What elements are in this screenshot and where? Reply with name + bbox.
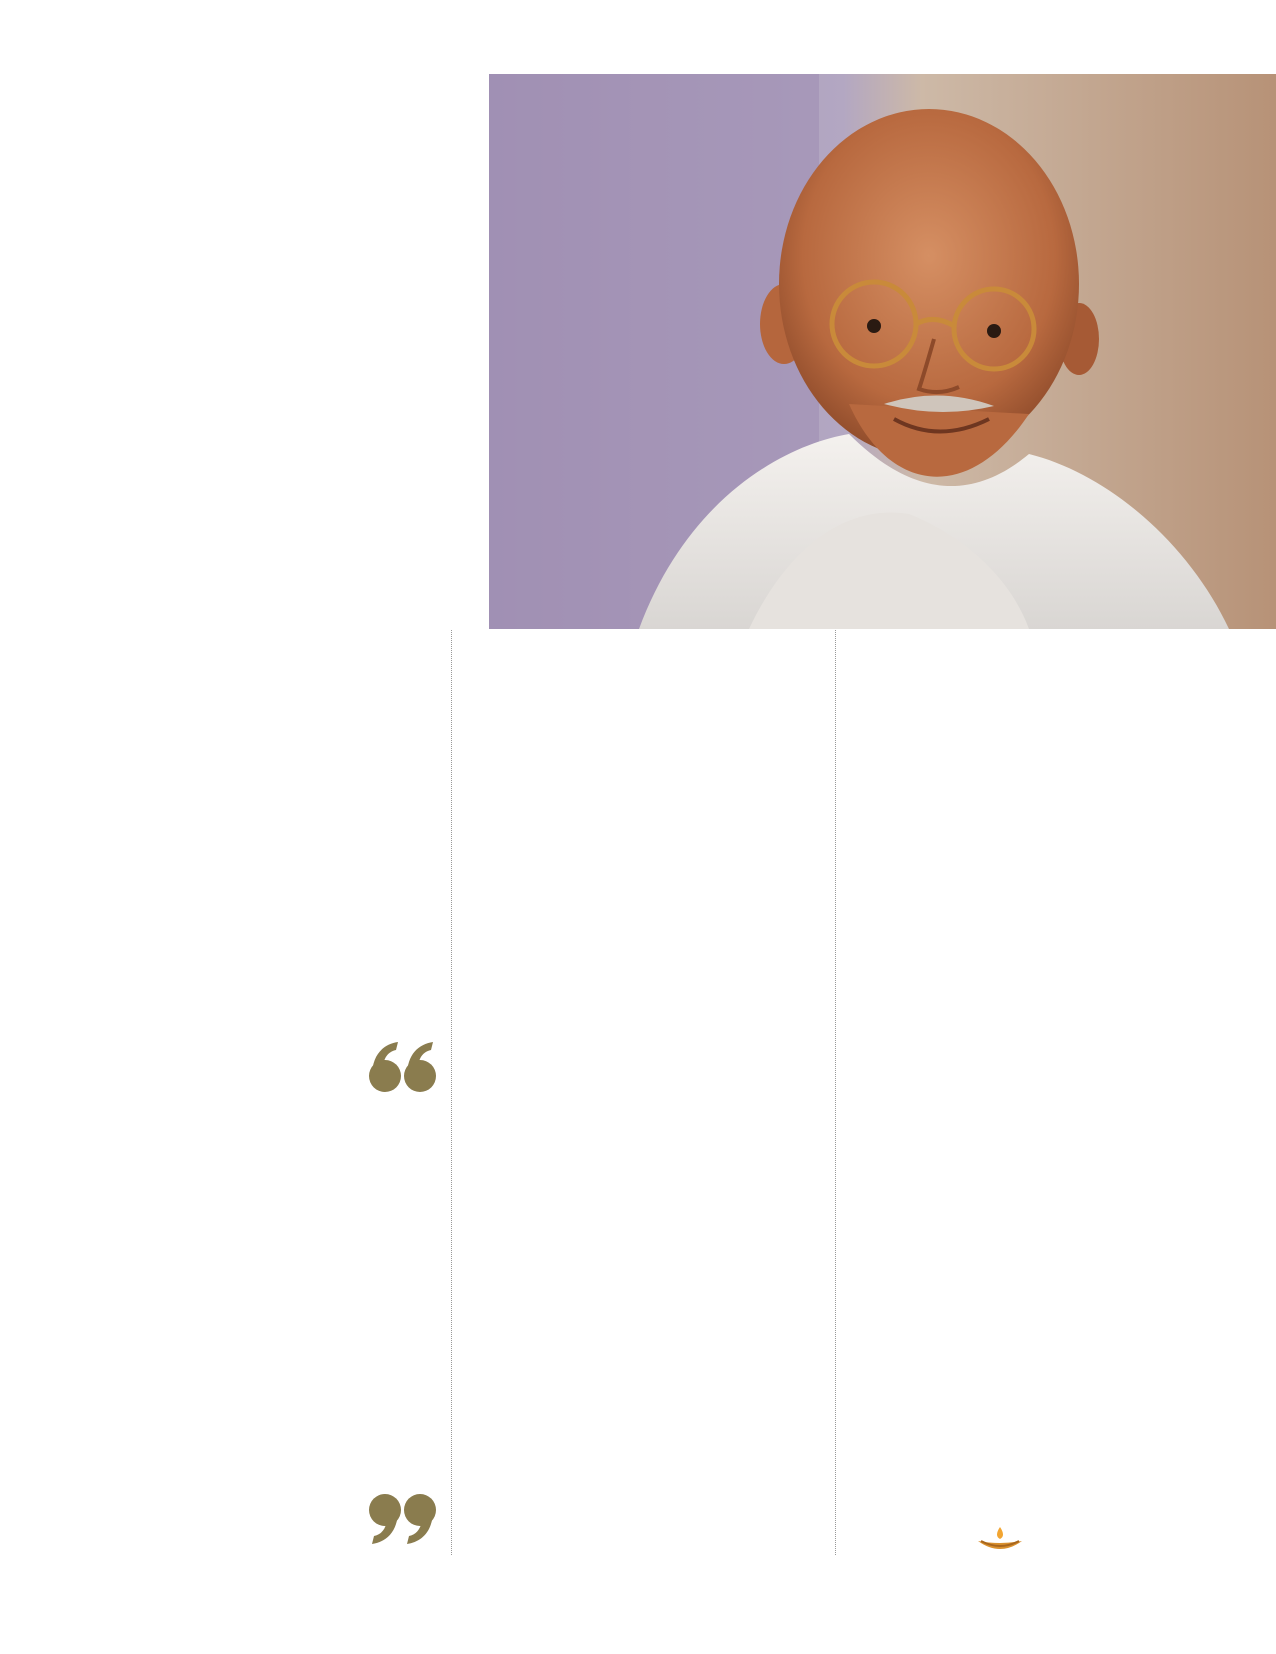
footer-lamp-strip (0, 1572, 1276, 1650)
column-divider-1 (451, 630, 452, 1555)
quote-open-icon (368, 1040, 438, 1094)
quote-close-icon (368, 1492, 438, 1546)
left-lamp-decoration (0, 0, 120, 640)
column-divider-2 (835, 630, 836, 1555)
top-lamp-decoration (0, 0, 1276, 72)
diya-lamp-icon (975, 1525, 1025, 1555)
portrait-photo (489, 74, 1276, 629)
